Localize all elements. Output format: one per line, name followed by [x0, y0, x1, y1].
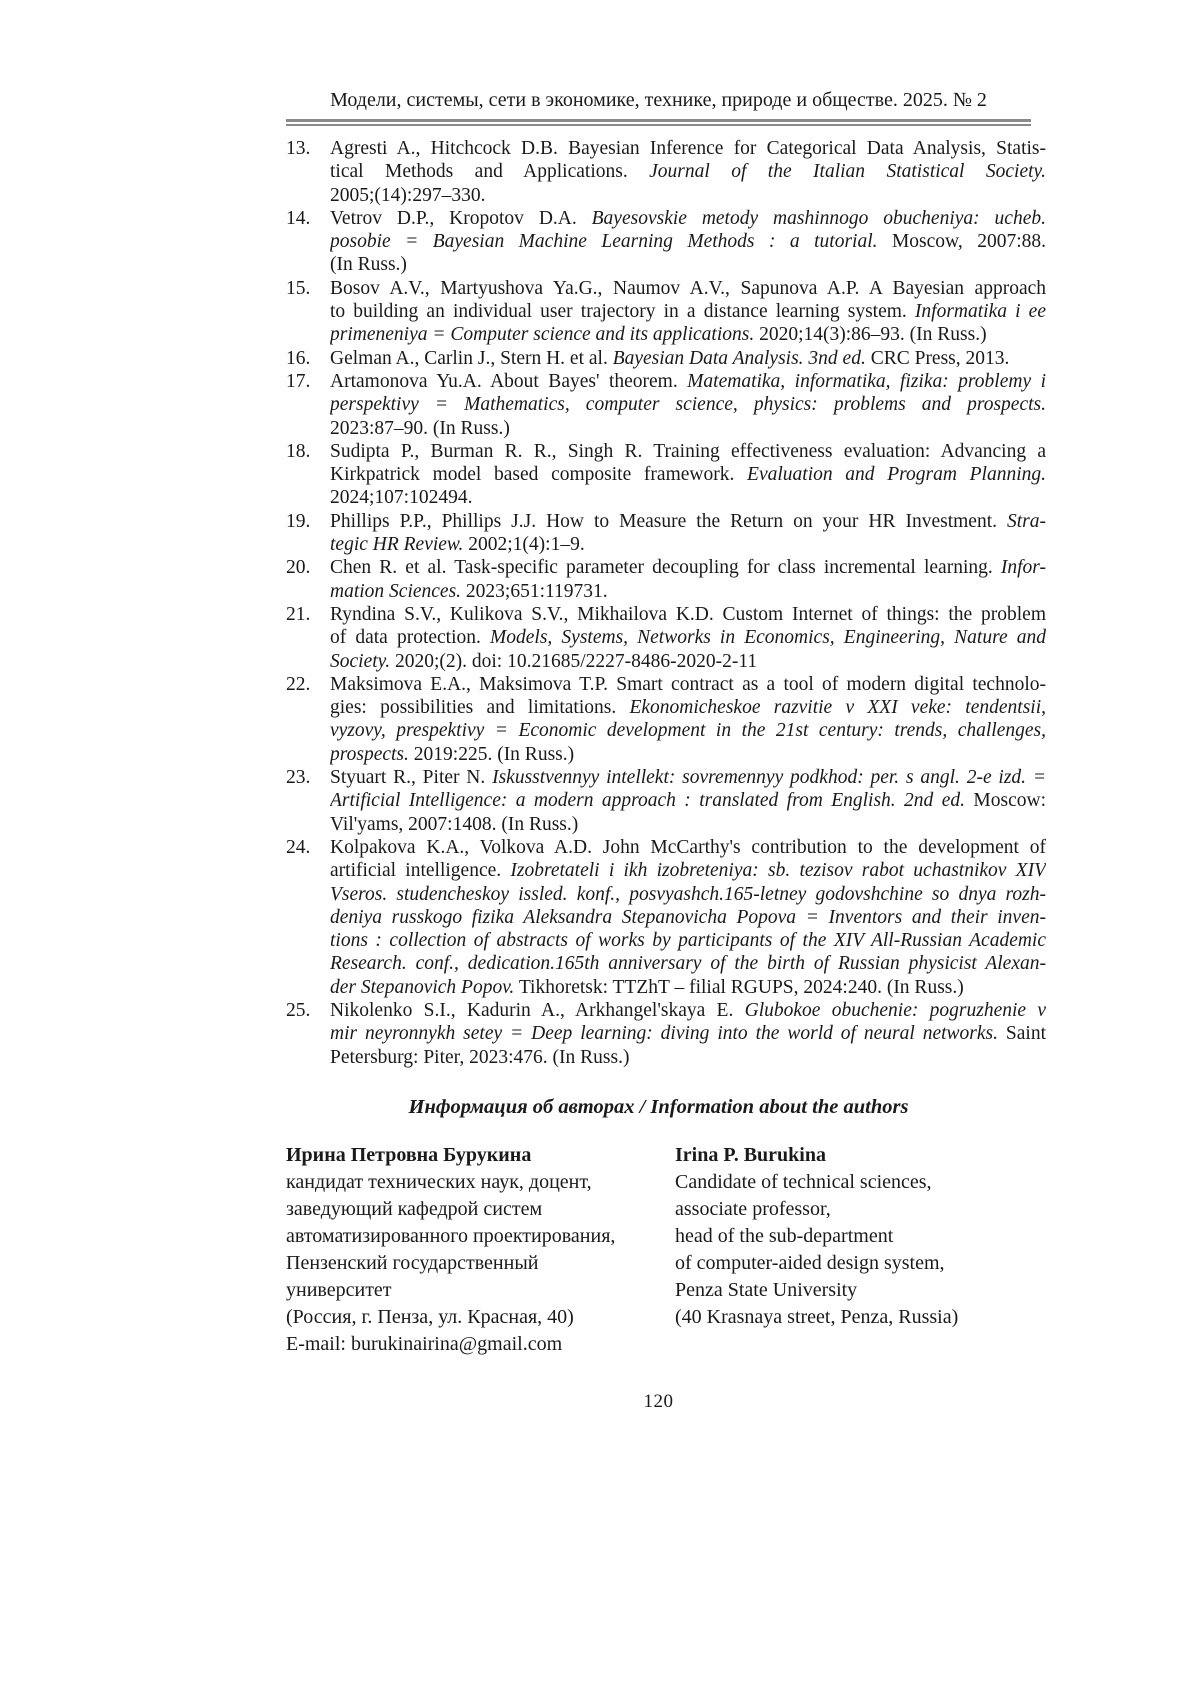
reference-number: 20.	[286, 557, 311, 579]
reference-line: prospects. 2019:225. (In Russ.)	[330, 743, 575, 765]
page-number: 120	[643, 1391, 674, 1412]
reference-line: 2024;107:102494.	[330, 487, 473, 509]
reference-line: Nikolenko S.I., Kadurin A., Arkhangel'skaya E. Glubokoe obuchenie: pogruzhenie v	[330, 999, 1046, 1021]
reference-item	[286, 673, 1046, 766]
reference-line: tical Methods and Applications. Journal of the Italian Statistical Society.	[330, 161, 1046, 183]
reference-item	[286, 603, 1046, 673]
reference-number: 16.	[286, 347, 311, 369]
reference-line: 2023:87–90. (In Russ.)	[330, 417, 510, 439]
reference-line: Vseros. studencheskoy issled. konf., posvyashch.165-letney godovshchine so dnya rozh-	[330, 883, 1046, 905]
reference-line: artificial intelligence. Izobretateli i ikh izobreteniya: sb. tezisov rabot uchastnikov XIV	[330, 860, 1046, 882]
reference-line: Kolpakova K.A., Volkova A.D. John McCarthy's contribution to the development of	[330, 836, 1046, 858]
author-details-russian	[286, 1169, 658, 1358]
reference-number: 22.	[286, 673, 311, 695]
reference-line: 2005;(14):297–330.	[330, 184, 486, 206]
reference-number: 17.	[286, 370, 311, 392]
reference-item	[286, 207, 1046, 277]
reference-line: to building an individual user trajectory in a distance learning system. Informatika i ee	[330, 301, 1046, 323]
reference-number: 25.	[286, 999, 311, 1021]
authors-section-heading: Информация об авторах / Information about the authors	[408, 1096, 909, 1118]
reference-list	[286, 137, 1046, 1069]
reference-number: 23.	[286, 767, 311, 789]
reference-line: Gelman A., Carlin J., Stern H. et al. Bayesian Data Analysis. 3nd ed. CRC Press, 2013.	[330, 347, 1010, 369]
author-detail-line: of computer-aided design system,	[675, 1252, 945, 1274]
reference-number: 24.	[286, 836, 311, 858]
reference-line: Society. 2020;(2). doi: 10.21685/2227-8486-2020-2-11	[330, 650, 758, 672]
reference-item	[286, 999, 1046, 1069]
author-info-russian	[286, 1142, 658, 1358]
reference-item	[286, 440, 1046, 510]
author-detail-line: Пензенский государственный	[286, 1252, 539, 1274]
reference-line: posobie = Bayesian Machine Learning Methods : a tutorial. Moscow, 2007:88.	[330, 231, 1046, 253]
header-divider-rule	[286, 119, 1031, 126]
reference-line: perspektivy = Mathematics, computer science, physics: problems and prospects.	[330, 394, 1046, 416]
reference-line: der Stepanovich Popov. Tikhoretsk: TTZhT – filial RGUPS, 2024:240. (In Russ.)	[330, 976, 964, 998]
reference-line: of data protection. Models, Systems, Networks in Economics, Engineering, Nature and	[330, 627, 1046, 649]
reference-line: Bosov A.V., Martyushova Ya.G., Naumov A.V., Sapunova A.P. A Bayesian approach	[330, 277, 1046, 299]
author-detail-line: head of the sub-department	[675, 1225, 894, 1247]
reference-line: mir neyronnykh setey = Deep learning: diving into the world of neural networks. Saint	[330, 1023, 1046, 1045]
journal-header: Модели, системы, сети в экономике, технике, природе и обществе. 2025. № 2	[330, 89, 987, 111]
reference-item	[286, 347, 1046, 370]
reference-line: Agresti A., Hitchcock D.B. Bayesian Inference for Categorical Data Analysis, Statis-	[330, 138, 1046, 159]
reference-line: (In Russ.)	[330, 254, 407, 276]
author-name-english: Irina P. Burukina	[675, 1144, 826, 1166]
reference-item	[286, 510, 1046, 557]
reference-line: tions : collection of abstracts of works by participants of the XIV All-Russian Academic	[330, 930, 1046, 952]
reference-number: 19.	[286, 510, 311, 532]
reference-line: Research. conf., dedication.165th anniversary of the birth of Russian physicist Alexan-	[330, 953, 1046, 975]
author-detail-line: associate professor,	[675, 1198, 831, 1220]
reference-item	[286, 766, 1046, 836]
reference-line: Styuart R., Piter N. Iskusstvennyy intellekt: sovremennyy podkhod: per. s angl. 2-e izd. =	[330, 767, 1046, 789]
reference-line: Artificial Intelligence: a modern approach : translated from English. 2nd ed. Moscow:	[330, 790, 1046, 812]
reference-item	[286, 277, 1046, 347]
reference-line: gies: possibilities and limitations. Ekonomicheskoe razvitie v XXI veke: tendentsii,	[330, 697, 1046, 719]
reference-line: tegic HR Review. 2002;1(4):1–9.	[330, 534, 585, 556]
reference-number: 15.	[286, 277, 311, 299]
reference-item	[286, 137, 1046, 207]
author-detail-line: университет	[286, 1279, 392, 1301]
reference-item	[286, 836, 1046, 999]
author-info-english	[675, 1142, 1046, 1331]
reference-line: Petersburg: Piter, 2023:476. (In Russ.)	[330, 1046, 630, 1068]
author-details-english	[675, 1169, 1046, 1331]
reference-line: Maksimova E.A., Maksimova T.P. Smart contract as a tool of modern digital technolo-	[330, 673, 1046, 695]
reference-number: 21.	[286, 603, 311, 625]
reference-line: Sudipta P., Burman R. R., Singh R. Training effectiveness evaluation: Advancing a	[330, 440, 1046, 462]
reference-line: Vetrov D.P., Kropotov D.A. Bayesovskie metody mashinnogo obucheniya: ucheb.	[330, 207, 1046, 229]
reference-line: primeneniya = Computer science and its applications. 2020;14(3):86–93. (In Russ.)	[330, 324, 987, 346]
author-detail-line: заведующий кафедрой систем	[286, 1198, 543, 1220]
reference-line: mation Sciences. 2023;651:119731.	[330, 580, 608, 602]
reference-number: 13.	[286, 138, 311, 159]
reference-line: Artamonova Yu.A. About Bayes' theorem. Matematika, informatika, fizika: problemy i	[330, 370, 1046, 392]
reference-line: Kirkpatrick model based composite framework. Evaluation and Program Planning.	[330, 464, 1046, 486]
author-detail-line: (Россия, г. Пенза, ул. Красная, 40)	[286, 1306, 574, 1328]
reference-item	[286, 556, 1046, 603]
reference-line: Chen R. et al. Task-specific parameter decoupling for class incremental learning. Infor-	[330, 557, 1046, 579]
author-detail-line: E-mail: burukinairina@gmail.com	[286, 1333, 563, 1355]
reference-line: Ryndina S.V., Kulikova S.V., Mikhailova K.D. Custom Internet of things: the problem	[330, 603, 1046, 625]
author-detail-line: автоматизированного проектирования,	[286, 1225, 616, 1247]
author-detail-line: Penza State University	[675, 1279, 858, 1301]
reference-line: Phillips P.P., Phillips J.J. How to Measure the Return on your HR Investment. Stra-	[330, 510, 1046, 532]
author-detail-line: Candidate of technical sciences,	[675, 1171, 932, 1193]
author-detail-line: (40 Krasnaya street, Penza, Russia)	[675, 1306, 959, 1328]
reference-number: 18.	[286, 440, 311, 462]
author-name-russian: Ирина Петровна Бурукина	[286, 1144, 532, 1166]
reference-line: deniya russkogo fizika Aleksandra Stepanovicha Popova = Inventors and their inven-	[330, 906, 1046, 928]
reference-item	[286, 370, 1046, 440]
reference-line: Vil'yams, 2007:1408. (In Russ.)	[330, 813, 579, 835]
reference-line: vyzovy, prespektivy = Economic development in the 21st century: trends, challenges,	[330, 720, 1046, 742]
reference-number: 14.	[286, 207, 311, 229]
author-detail-line: кандидат технических наук, доцент,	[286, 1171, 592, 1193]
